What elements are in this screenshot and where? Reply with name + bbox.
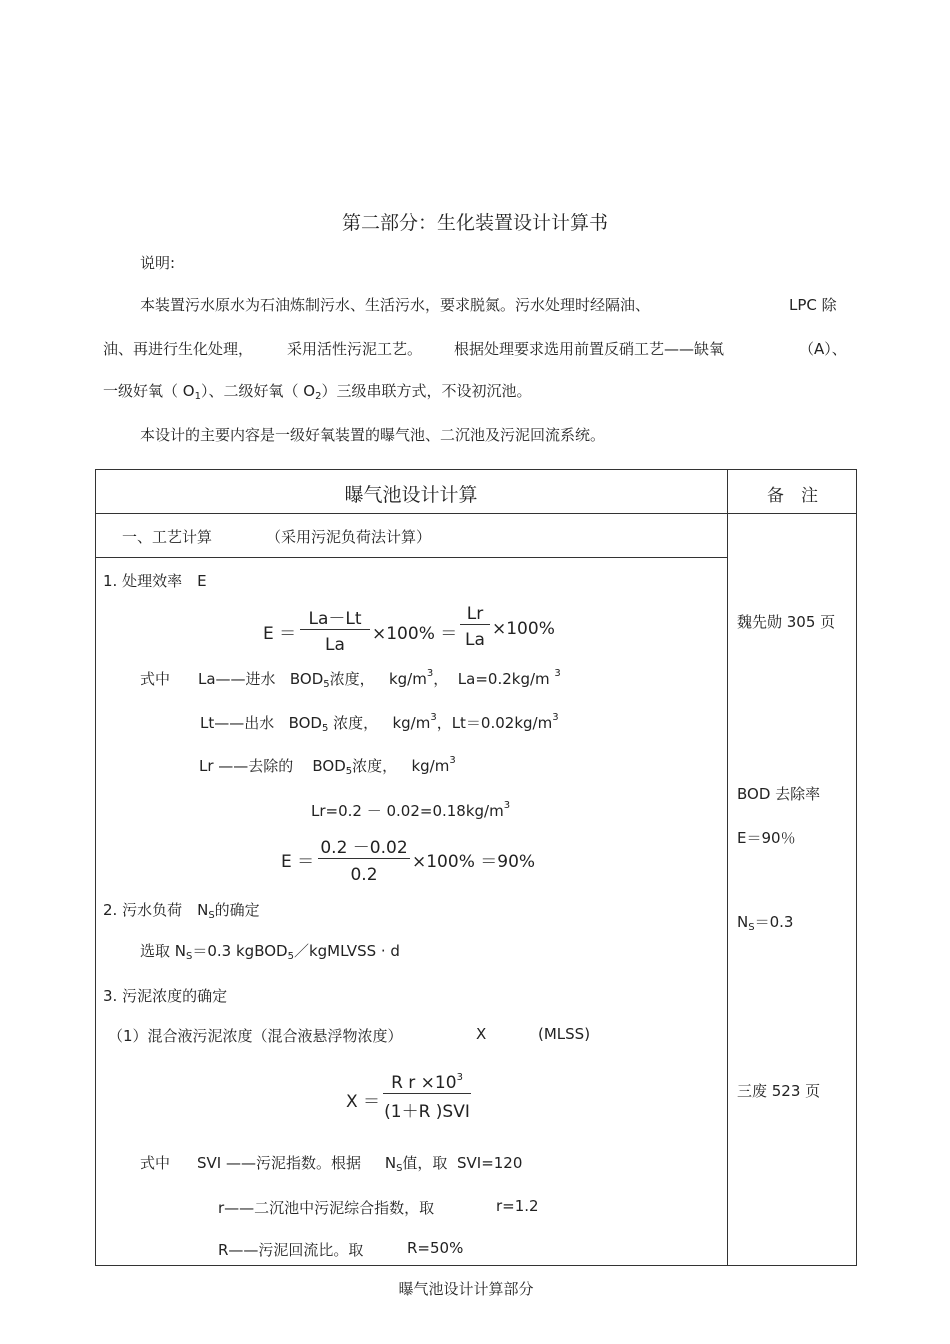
item-sludge-mlss-label: (MLSS): [538, 1025, 591, 1043]
def-lt-bod: BOD: [288, 714, 322, 732]
note-ns-value: ＝0.3: [754, 913, 794, 931]
table-header-divider: [95, 513, 857, 514]
lr-value-text: Lr=0.2 － 0.02=0.18kg/m: [311, 802, 504, 820]
item-load: [103, 899, 260, 921]
note-ns-sub: S: [748, 922, 755, 933]
intro-line2-c: 根据处理要求选用前置反硝工艺——缺氧: [454, 340, 725, 358]
intro-line3-a: 一级好氧（: [103, 382, 179, 400]
item-sludge-mlss: （1）混合液污泥浓度（混合液悬浮物浓度）: [108, 1027, 403, 1045]
def-lt-term: Lt——出水: [200, 714, 275, 732]
def-la-value: La=0.2kg/m: [457, 670, 550, 688]
def-svi-take: 值，取: [402, 1154, 448, 1172]
def-svi-prefix: 式中: [140, 1154, 171, 1172]
table-header-main: 曝气池设计计算: [344, 484, 478, 506]
def-r-value: r=1.2: [496, 1197, 539, 1215]
note-efficiency: E＝90％: [737, 829, 796, 847]
ns-choose-bod-sub: 5: [287, 951, 294, 962]
eq1-mult2: ×100%: [492, 619, 555, 639]
note-ns-n: N: [737, 913, 749, 931]
def-la-bod: BOD: [289, 670, 324, 688]
item-sludge-x: X: [476, 1025, 487, 1043]
def-la-prefix: 式中: [140, 670, 171, 688]
table-column-divider: [727, 469, 728, 1266]
intro-o2-symbol: O: [303, 382, 316, 400]
eq3-numerator: [383, 1072, 471, 1093]
intro-o1-symbol: O: [182, 382, 195, 400]
ns-choose-sub: S: [186, 951, 193, 962]
note-ns: [737, 911, 793, 933]
lr-value-sup: 3: [503, 800, 511, 811]
eq2-numerator: 0.2 －0.02: [320, 838, 408, 858]
def-la-unit: kg/m: [388, 670, 427, 688]
eq1-fraction-bar2: [460, 624, 490, 625]
intro-line2-b: 采用活性污泥工艺。: [287, 340, 423, 358]
intro-line3-g: ）三级串联方式，不设初沉池。: [321, 382, 532, 400]
eq3-denominator: (1＋R )SVI: [384, 1102, 470, 1123]
def-la-comma: ，: [433, 670, 449, 688]
def-lt-conc: 浓度，: [333, 714, 379, 732]
def-lt-value-sup: 3: [552, 712, 559, 723]
section-process-calc: 一、工艺计算: [122, 528, 213, 546]
def-svi-ns: N: [384, 1154, 397, 1172]
intro-line3-d: ）、二级好氧（: [200, 382, 299, 400]
def-lt-bod-sub: 5: [321, 723, 329, 734]
def-la-bod-sub: 5: [323, 679, 330, 690]
eq3-fraction-bar: [383, 1093, 471, 1094]
table-section-divider: [95, 557, 728, 558]
def-la-value-sup: 3: [554, 668, 561, 679]
def-lt: [200, 712, 559, 734]
def-la: [198, 668, 561, 690]
def-lr: [199, 755, 456, 777]
item-sludge: 3. 污泥浓度的确定: [103, 987, 228, 1005]
item-load-text: 2. 污水负荷 N: [103, 901, 209, 919]
eq1-mult1: ×100% ＝: [372, 624, 458, 644]
def-R-value: R=50%: [407, 1239, 464, 1257]
def-svi-ns-sub: S: [396, 1163, 403, 1174]
eq2-rhs: ×100% ＝90%: [412, 852, 536, 872]
eq1-fraction-bar1: [300, 629, 370, 630]
def-lr-term: Lr ——去除的: [199, 757, 294, 775]
eq3-numerator-text: R r ×10: [391, 1073, 457, 1093]
def-lr-conc: 浓度，: [352, 757, 398, 775]
intro-line1: 本装置污水原水为石油炼制污水、生活污水，要求脱氮。污水处理时经隔油、: [140, 296, 651, 314]
table-caption: 曝气池设计计算部分: [398, 1280, 534, 1298]
def-lr-bod: BOD: [312, 757, 346, 775]
item-efficiency: 1. 处理效率 E: [103, 572, 207, 590]
ns-choose: [140, 940, 400, 962]
def-la-term: La——进水: [198, 670, 276, 688]
ns-choose-unit: ／kgMLVSS · d: [293, 942, 400, 960]
eq1-numerator1: La－Lt: [308, 609, 362, 629]
ns-choose-a: 选取 N: [140, 942, 186, 960]
def-svi-value: SVI=120: [456, 1154, 523, 1172]
eq1-fraction2: [460, 604, 490, 650]
note-label: 说明:: [140, 254, 176, 272]
ns-choose-value: ＝0.3 kgBOD: [192, 942, 288, 960]
lr-value: [311, 800, 510, 821]
def-lr-bod-sub: 5: [345, 766, 353, 777]
def-R: R——污泥回流比。取: [218, 1241, 364, 1259]
intro-para2: 本设计的主要内容是一级好氧装置的曝气池、二沉池及污泥回流系统。: [140, 426, 606, 444]
eq2-lhs: E ＝: [281, 852, 315, 872]
eq3-numerator-sup: 3: [456, 1072, 463, 1083]
def-svi: [197, 1152, 522, 1174]
eq2-fraction: [318, 833, 410, 885]
intro-line2-d: （A）、: [799, 340, 847, 358]
eq2-denominator: 0.2: [350, 865, 378, 886]
note-reference-sanfei: 三废 523 页: [737, 1082, 821, 1100]
def-lr-unit: kg/m: [411, 757, 450, 775]
eq3-lhs: X ＝: [346, 1092, 381, 1112]
item-load-tail: 的确定: [214, 901, 260, 919]
def-r: r——二沉池中污泥综合指数，取: [218, 1199, 435, 1217]
def-lr-unit-sup: 3: [449, 755, 456, 766]
table-header-note: 备 注: [767, 486, 818, 506]
section-method: （采用污泥负荷法计算）: [266, 528, 432, 546]
page-title: 第二部分：生化装置设计计算书: [341, 212, 608, 234]
note-bod-removal: BOD 去除率: [737, 785, 821, 803]
def-svi-text: SVI ——污泥指数。根据: [197, 1154, 361, 1172]
eq1-denominator2: La: [465, 630, 485, 651]
def-lt-unit: kg/m: [392, 714, 431, 732]
def-lt-unit-sup: 3: [430, 712, 437, 723]
eq3-fraction: [383, 1072, 471, 1122]
eq1-numerator2: Lr: [466, 604, 484, 624]
eq2-fraction-bar: [318, 858, 410, 859]
intro-line3: [103, 380, 531, 402]
def-lt-value: ，Lt＝0.02kg/m: [436, 714, 553, 732]
intro-o2-subscript: 2: [315, 391, 322, 402]
intro-line2-a: 油、再进行生化处理，: [103, 340, 254, 358]
intro-line1-end: LPC 除: [789, 296, 837, 314]
intro-o1-subscript: 1: [194, 391, 201, 402]
eq1-lhs: E ＝: [263, 624, 297, 644]
def-la-conc: 浓度，: [329, 670, 375, 688]
eq1-denominator1: La: [325, 635, 345, 656]
def-la-unit-sup: 3: [426, 668, 434, 679]
item-load-sub: S: [208, 910, 215, 921]
eq1-fraction1: [300, 604, 370, 655]
note-reference-wei: 魏先勋 305 页: [737, 613, 836, 631]
